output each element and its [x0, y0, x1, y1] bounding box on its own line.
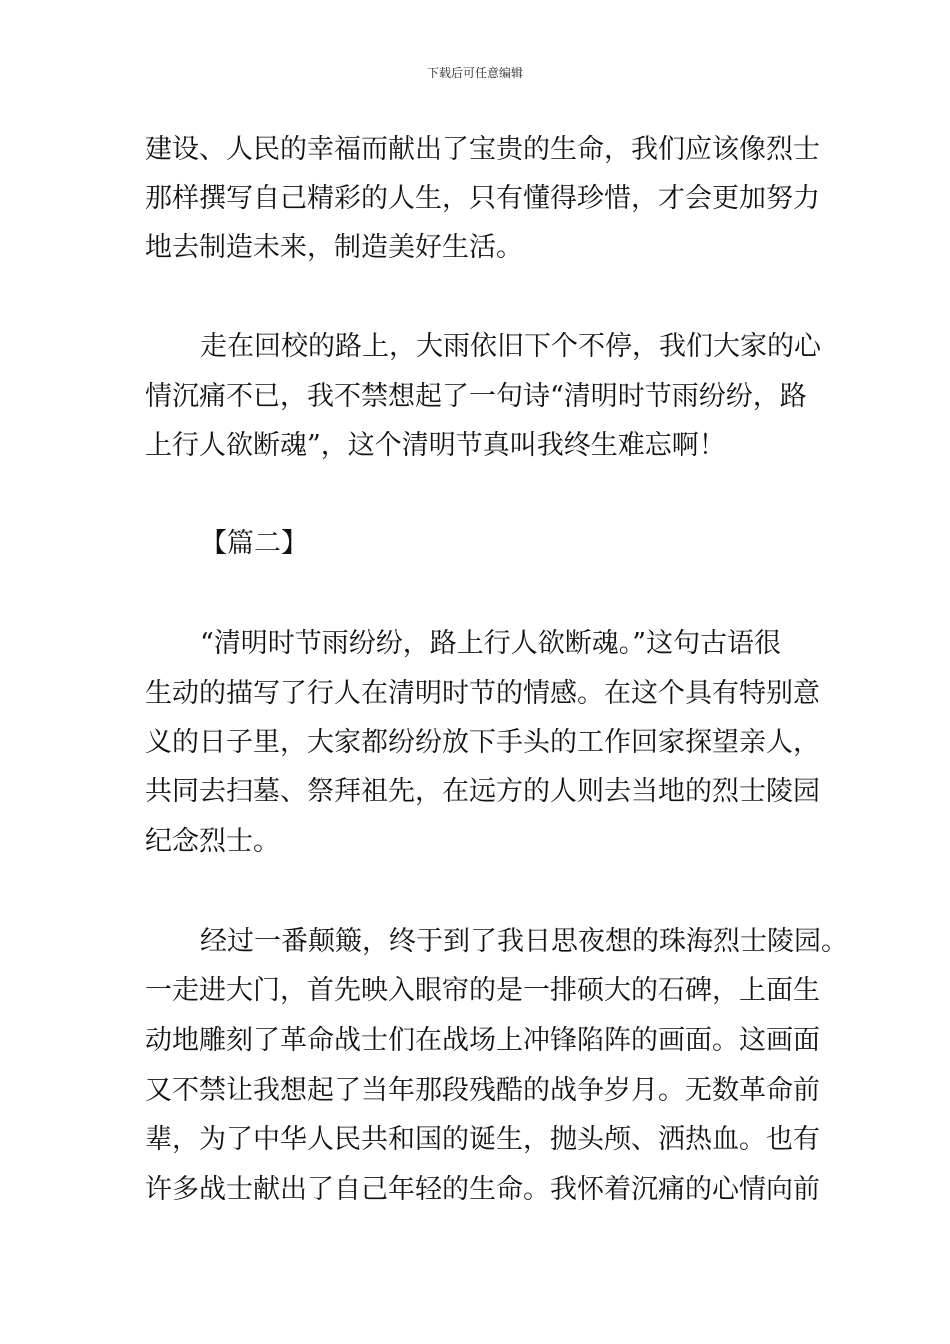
text-line: 走在回校的路上，大雨依旧下个不停，我们大家的心	[200, 331, 821, 362]
section-heading: 【篇二】	[200, 528, 308, 559]
text-line: 又不禁让我想起了当年那段残酷的战争岁月。无数革命前	[145, 1075, 820, 1106]
text-line: 纪念烈士。	[145, 826, 280, 857]
text-line: 经过一番颠簸，终于到了我日思夜想的珠海烈士陵园。	[200, 926, 848, 957]
page-header: 下载后可任意编辑	[426, 66, 523, 80]
text-line: 许多战士献出了自己年轻的生命。我怀着沉痛的心情向前	[145, 1174, 820, 1205]
text-line: 义的日子里，大家都纷纷放下手头的工作回家探望亲人，	[145, 727, 820, 758]
text-line: 情沉痛不已，我不禁想起了一句诗“清明时节雨纷纷，路	[145, 381, 807, 412]
text-line: 地去制造未来，制造美好生活。	[145, 232, 523, 263]
text-line: 生动的描写了行人在清明时节的情感。在这个具有特别意	[145, 678, 820, 709]
text-line: 那样撰写自己精彩的人生，只有懂得珍惜，才会更加努力	[145, 183, 820, 214]
text-line: 动地雕刻了革命战士们在战场上冲锋陷阵的画面。这画面	[145, 1025, 820, 1056]
text-line: “清明时节雨纷纷，路上行人欲断魂。”这句古语很	[200, 628, 782, 659]
text-line: 辈，为了中华人民共和国的诞生，抛头颅、洒热血。也有	[145, 1124, 820, 1155]
text-line: 建设、人民的幸福而献出了宝贵的生命，我们应该像烈士	[145, 134, 820, 165]
text-line: 共同去扫墓、祭拜祖先，在远方的人则去当地的烈士陵园	[145, 776, 820, 807]
text-line: 上行人欲断魂”，这个清明节真叫我终生难忘啊！	[145, 430, 726, 461]
text-line: 一走进大门，首先映入眼帘的是一排硕大的石碑，上面生	[145, 975, 820, 1006]
